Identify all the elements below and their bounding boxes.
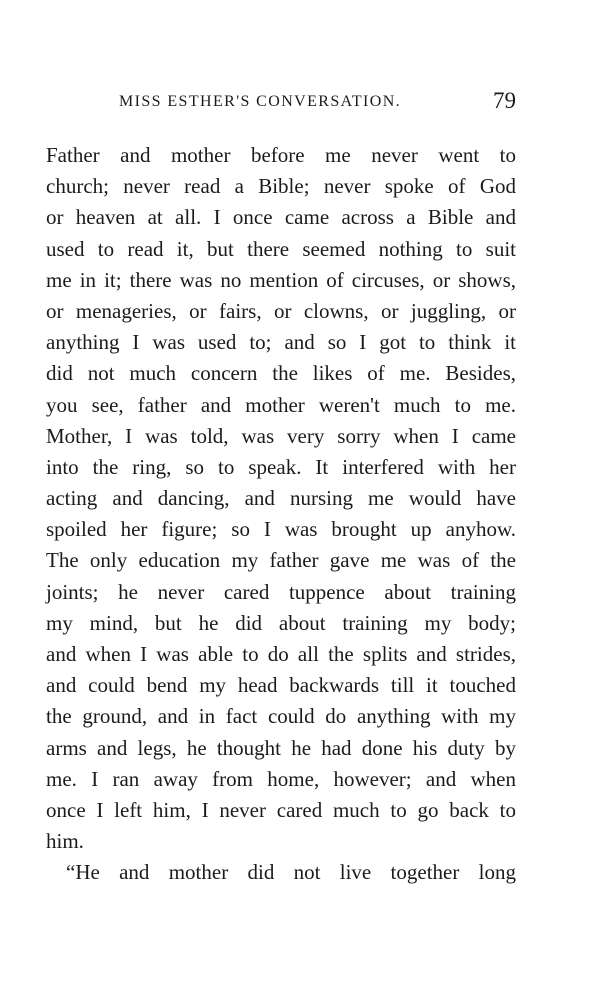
text-line: or heaven at all. I once came across a Bible and — [46, 205, 516, 230]
text-line: spoiled her figure; so I was brought up anyhow. — [46, 517, 516, 542]
text-line: and when I was able to do all the splits and strides, — [46, 642, 516, 666]
text-line: acting and dancing, and nursing me would have — [46, 486, 516, 511]
text-line: did not much concern the likes of me. Besides, — [46, 361, 516, 386]
text-line: me in it; there was no mention of circuses, or shows, — [46, 267, 516, 292]
text-line: or menageries, or fairs, or clowns, or juggling, or — [46, 298, 516, 323]
text-line: once I left him, I never cared much to go back to — [46, 797, 516, 822]
text-line: joints; he never cared tuppence about training — [46, 579, 516, 604]
body-text — [46, 140, 516, 889]
text-line: my mind, but he did about training my body; — [46, 610, 516, 635]
text-line: into the ring, so to speak. It interfered with her — [46, 454, 516, 479]
text-line: church; never read a Bible; never spoke of God — [46, 174, 516, 199]
text-line: arms and legs, he thought he had done his duty by — [46, 735, 516, 760]
text-line: The only education my father gave me was of the — [46, 548, 516, 573]
paragraph-end-line: him. — [46, 829, 84, 854]
text-line: you see, father and mother weren't much to me. — [46, 392, 516, 417]
text-line: anything I was used to; and so I got to think it — [46, 330, 516, 355]
text-line: used to read it, but there seemed nothing to suit — [46, 236, 516, 261]
text-line: me. I ran away from home, however; and when — [46, 766, 516, 791]
paragraph-start-line: “He and mother did not live together long — [66, 860, 516, 885]
text-line: and could bend my head backwards till it touched — [46, 673, 516, 698]
running-head — [46, 88, 516, 118]
page-number: 79 — [493, 88, 516, 113]
text-line: Mother, I was told, was very sorry when I came — [46, 423, 516, 448]
text-line: the ground, and in fact could do anything with my — [46, 704, 516, 729]
running-title: MISS ESTHER'S CONVERSATION. — [119, 93, 402, 110]
text-line: Father and mother before me never went to — [46, 143, 516, 167]
